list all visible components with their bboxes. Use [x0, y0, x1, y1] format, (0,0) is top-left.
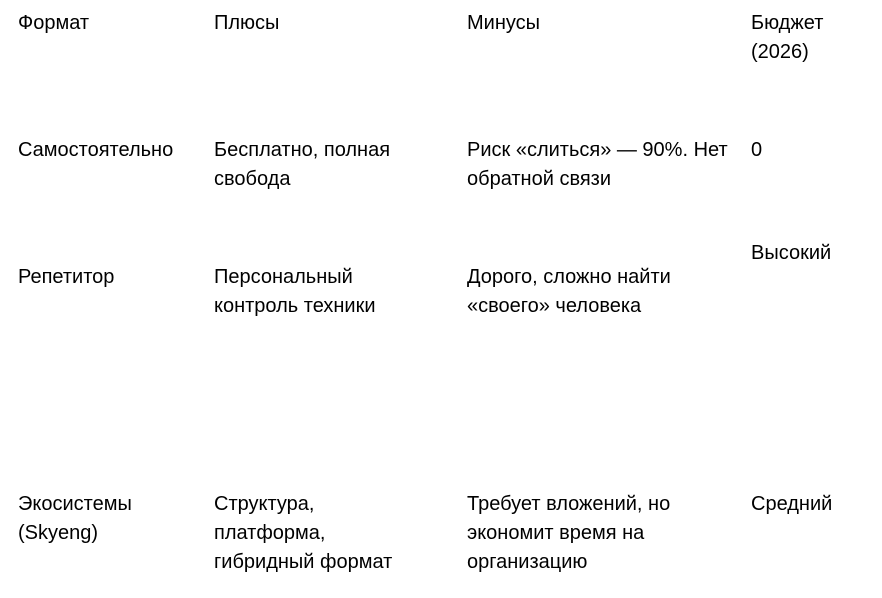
header-format: Формат — [18, 12, 90, 34]
row-2-budget: Высокий — [751, 242, 832, 264]
row-1-budget: 0 — [751, 139, 763, 161]
row-2-cons: Дорого, сложно найти «своего» человека — [467, 266, 671, 317]
row-2-pros: Персональный контроль техники — [214, 266, 376, 317]
header-cons: Минусы — [467, 12, 541, 34]
row-1-pros: Бесплатно, полная свобода — [214, 139, 391, 190]
header-budget: Бюджет (2026) — [751, 12, 824, 63]
row-2-format: Репетитор — [18, 266, 115, 288]
row-3-pros: Структура, платформа, гибридный формат — [214, 493, 393, 573]
header-pros: Плюсы — [214, 12, 280, 34]
row-3-format: Экосистемы (Skyeng) — [18, 493, 132, 544]
row-3-budget: Средний — [751, 493, 833, 515]
row-3-cons: Требует вложений, но экономит время на организацию — [467, 493, 671, 573]
row-1-format: Самостоятельно — [18, 139, 174, 161]
row-1-cons: Риск «слиться» — 90%. Нет обратной связи — [467, 139, 728, 190]
